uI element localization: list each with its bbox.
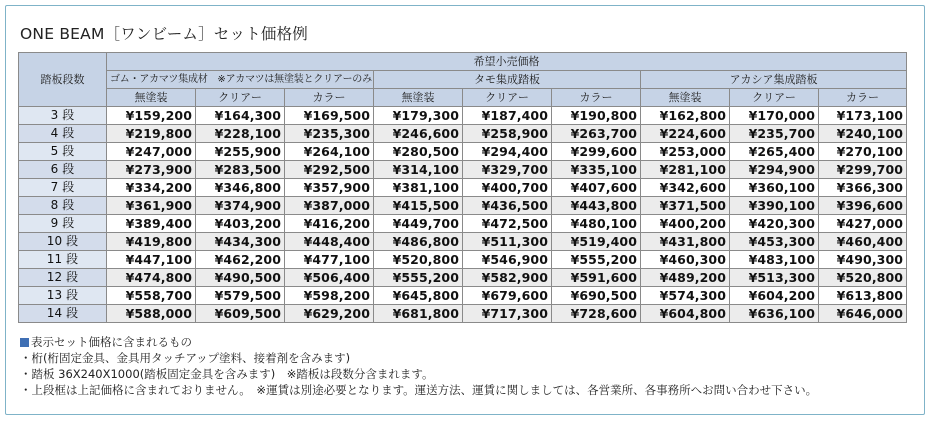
price-cell: ¥281,100 (641, 161, 730, 179)
material-header-tamo: タモ集成踏板 (374, 71, 641, 89)
price-cell: ¥219,800 (107, 125, 196, 143)
price-cell: ¥609,500 (196, 305, 285, 323)
price-cell: ¥453,300 (730, 233, 819, 251)
price-cell: ¥443,800 (552, 197, 641, 215)
finish-header: 無塗装 (641, 89, 730, 107)
price-cell: ¥604,800 (641, 305, 730, 323)
finish-header: 無塗装 (374, 89, 463, 107)
price-cell: ¥717,300 (463, 305, 552, 323)
price-cell: ¥403,200 (196, 215, 285, 233)
price-cell: ¥258,900 (463, 125, 552, 143)
price-cell: ¥546,900 (463, 251, 552, 269)
price-cell: ¥489,200 (641, 269, 730, 287)
price-cell: ¥520,800 (374, 251, 463, 269)
price-cell: ¥483,100 (730, 251, 819, 269)
price-cell: ¥314,100 (374, 161, 463, 179)
price-cell: ¥645,800 (374, 287, 463, 305)
notes-line: ・踏板 36X240X1000(踏板固定金具を含みます) ※踏板は段数分含まれます。 (20, 367, 434, 381)
step-count-cell: 14 段 (19, 305, 107, 323)
price-cell: ¥629,200 (285, 305, 374, 323)
notes-line: ・上段框は上記価格に含まれておりません。 ※運賃は別途必要となります。運送方法、運賃に関しましては、各営業所、各事務所へお問い合わせ下さい。 (20, 383, 818, 397)
price-cell: ¥472,500 (463, 215, 552, 233)
price-cell: ¥519,400 (552, 233, 641, 251)
price-cell: ¥299,700 (819, 161, 907, 179)
price-cell: ¥728,600 (552, 305, 641, 323)
table-row (19, 179, 907, 197)
price-cell: ¥460,400 (819, 233, 907, 251)
price-cell: ¥490,300 (819, 251, 907, 269)
price-cell: ¥480,100 (552, 215, 641, 233)
price-cell: ¥474,800 (107, 269, 196, 287)
price-cell: ¥246,600 (374, 125, 463, 143)
finish-header: 無塗装 (107, 89, 196, 107)
price-cell: ¥235,300 (285, 125, 374, 143)
finish-header: クリアー (730, 89, 819, 107)
price-cell: ¥431,800 (641, 233, 730, 251)
price-cell: ¥520,800 (819, 269, 907, 287)
price-cell: ¥407,600 (552, 179, 641, 197)
price-cell: ¥381,100 (374, 179, 463, 197)
price-cell: ¥299,600 (552, 143, 641, 161)
price-cell: ¥579,500 (196, 287, 285, 305)
step-count-header: 踏板段数 (19, 53, 107, 107)
price-cell: ¥588,000 (107, 305, 196, 323)
finish-header: クリアー (196, 89, 285, 107)
price-cell: ¥486,800 (374, 233, 463, 251)
table-row (19, 287, 907, 305)
finish-header: カラー (552, 89, 641, 107)
price-cell: ¥270,100 (819, 143, 907, 161)
finish-header: クリアー (463, 89, 552, 107)
material-header-acacia: アカシア集成踏板 (641, 71, 907, 89)
price-cell: ¥360,100 (730, 179, 819, 197)
price-cell: ¥555,200 (374, 269, 463, 287)
table-row (19, 215, 907, 233)
table-row (19, 197, 907, 215)
square-bullet-icon (20, 338, 29, 347)
step-count-cell: 8 段 (19, 197, 107, 215)
step-count-cell: 5 段 (19, 143, 107, 161)
step-count-cell: 7 段 (19, 179, 107, 197)
step-count-cell: 12 段 (19, 269, 107, 287)
price-cell: ¥513,300 (730, 269, 819, 287)
price-cell: ¥574,300 (641, 287, 730, 305)
material-header-rubber-akamatsu: ゴム・アカマツ集成材 ※アカマツは無塗装とクリアーのみ (107, 71, 374, 89)
price-cell: ¥361,900 (107, 197, 196, 215)
table-row (19, 251, 907, 269)
price-cell: ¥387,000 (285, 197, 374, 215)
price-cell: ¥224,600 (641, 125, 730, 143)
price-cell: ¥292,500 (285, 161, 374, 179)
step-count-cell: 9 段 (19, 215, 107, 233)
notes-section (20, 334, 817, 398)
finish-header: カラー (285, 89, 374, 107)
price-cell: ¥283,500 (196, 161, 285, 179)
price-cell: ¥436,500 (463, 197, 552, 215)
price-cell: ¥427,000 (819, 215, 907, 233)
price-cell: ¥613,800 (819, 287, 907, 305)
price-cell: ¥389,400 (107, 215, 196, 233)
page-title: ONE BEAM［ワンビーム］セット価格例 (20, 25, 308, 43)
price-cell: ¥511,300 (463, 233, 552, 251)
table-row (19, 305, 907, 323)
step-count-cell: 11 段 (19, 251, 107, 269)
price-cell: ¥273,900 (107, 161, 196, 179)
price-cell: ¥255,900 (196, 143, 285, 161)
price-cell: ¥253,000 (641, 143, 730, 161)
price-cell: ¥366,300 (819, 179, 907, 197)
price-cell: ¥280,500 (374, 143, 463, 161)
price-cell: ¥264,100 (285, 143, 374, 161)
price-cell: ¥390,100 (730, 197, 819, 215)
price-cell: ¥582,900 (463, 269, 552, 287)
price-cell: ¥263,700 (552, 125, 641, 143)
price-cell: ¥558,700 (107, 287, 196, 305)
price-cell: ¥396,600 (819, 197, 907, 215)
finish-header: カラー (819, 89, 907, 107)
price-cell: ¥604,200 (730, 287, 819, 305)
price-cell: ¥490,500 (196, 269, 285, 287)
price-cell: ¥679,600 (463, 287, 552, 305)
table-row (19, 107, 907, 125)
price-cell: ¥591,600 (552, 269, 641, 287)
step-count-cell: 10 段 (19, 233, 107, 251)
price-cell: ¥247,000 (107, 143, 196, 161)
price-cell: ¥374,900 (196, 197, 285, 215)
price-cell: ¥162,800 (641, 107, 730, 125)
price-cell: ¥334,200 (107, 179, 196, 197)
notes-heading (20, 334, 817, 350)
price-cell: ¥265,400 (730, 143, 819, 161)
price-cell: ¥187,400 (463, 107, 552, 125)
price-cell: ¥415,500 (374, 197, 463, 215)
price-cell: ¥598,200 (285, 287, 374, 305)
price-cell: ¥447,100 (107, 251, 196, 269)
price-cell: ¥335,100 (552, 161, 641, 179)
price-cell: ¥228,100 (196, 125, 285, 143)
price-cell: ¥448,400 (285, 233, 374, 251)
table-row (19, 269, 907, 287)
table-row (19, 143, 907, 161)
price-cell: ¥416,200 (285, 215, 374, 233)
price-cell: ¥190,800 (552, 107, 641, 125)
price-cell: ¥449,700 (374, 215, 463, 233)
table-row (19, 233, 907, 251)
price-cell: ¥400,200 (641, 215, 730, 233)
price-cell: ¥477,100 (285, 251, 374, 269)
notes-line: ・桁(桁固定金具、金具用タッチアップ塗料、接着剤を含みます) (20, 351, 351, 365)
price-cell: ¥294,400 (463, 143, 552, 161)
price-cell: ¥690,500 (552, 287, 641, 305)
price-cell: ¥170,000 (730, 107, 819, 125)
price-cell: ¥169,500 (285, 107, 374, 125)
price-cell: ¥329,700 (463, 161, 552, 179)
price-cell: ¥646,000 (819, 305, 907, 323)
price-table (18, 52, 907, 323)
price-cell: ¥357,900 (285, 179, 374, 197)
table-row (19, 161, 907, 179)
price-cell: ¥636,100 (730, 305, 819, 323)
price-cell: ¥159,200 (107, 107, 196, 125)
price-cell: ¥400,700 (463, 179, 552, 197)
price-cell: ¥419,800 (107, 233, 196, 251)
step-count-cell: 13 段 (19, 287, 107, 305)
price-cell: ¥173,100 (819, 107, 907, 125)
notes-heading-text: 表示セット価格に含まれるもの (31, 335, 192, 349)
price-cell: ¥462,200 (196, 251, 285, 269)
price-cell: ¥460,300 (641, 251, 730, 269)
price-cell: ¥164,300 (196, 107, 285, 125)
price-cell: ¥681,800 (374, 305, 463, 323)
price-cell: ¥371,500 (641, 197, 730, 215)
price-cell: ¥506,400 (285, 269, 374, 287)
table-row (19, 125, 907, 143)
step-count-cell: 3 段 (19, 107, 107, 125)
price-cell: ¥420,300 (730, 215, 819, 233)
price-cell: ¥235,700 (730, 125, 819, 143)
price-cell: ¥555,200 (552, 251, 641, 269)
step-count-cell: 4 段 (19, 125, 107, 143)
price-cell: ¥294,900 (730, 161, 819, 179)
price-cell: ¥240,100 (819, 125, 907, 143)
price-cell: ¥346,800 (196, 179, 285, 197)
price-cell: ¥434,300 (196, 233, 285, 251)
price-cell: ¥342,600 (641, 179, 730, 197)
retail-price-header: 希望小売価格 (107, 53, 907, 71)
price-cell: ¥179,300 (374, 107, 463, 125)
step-count-cell: 6 段 (19, 161, 107, 179)
